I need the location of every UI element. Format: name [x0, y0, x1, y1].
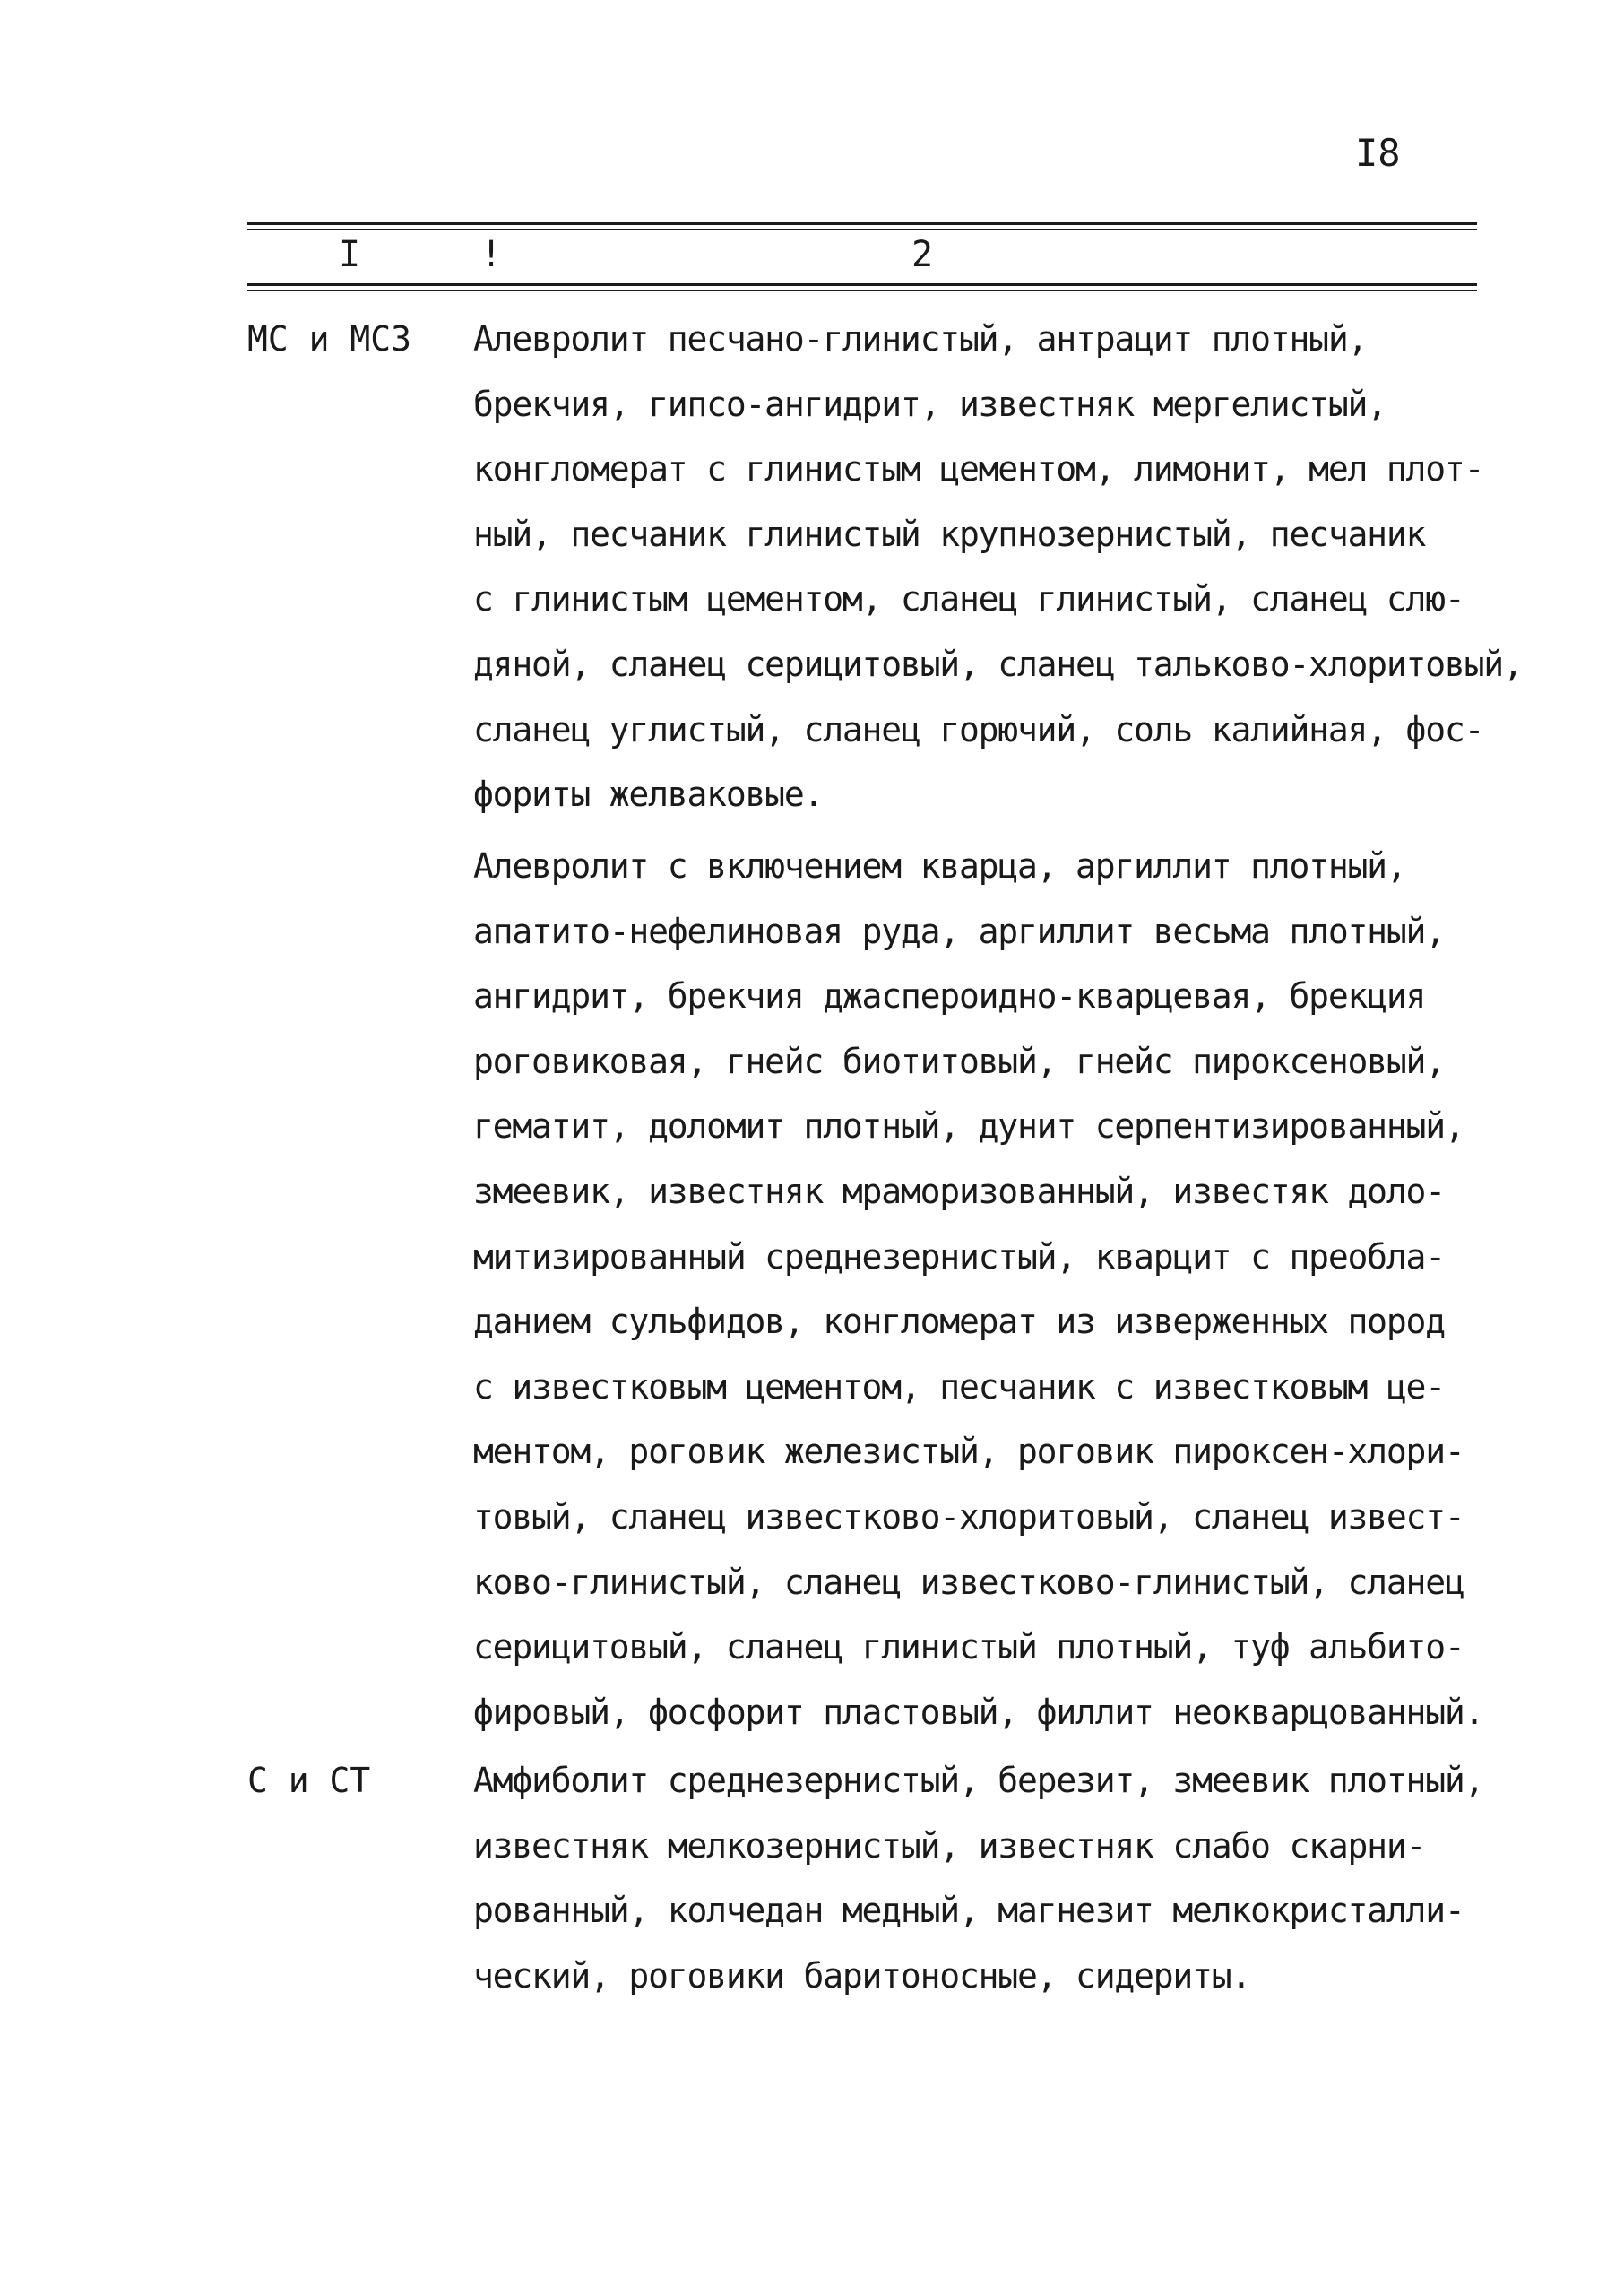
- text-line: товый, сланец известково-хлоритовый, сланец извест-: [473, 1496, 1464, 1537]
- text-line: Алевролит песчано-глинистый, антрацит плотный,: [473, 319, 1368, 359]
- text-line: брекчия, гипсо-ангидрит, известняк мергелистый,: [473, 384, 1386, 424]
- text-line: известняк мелкозернистый, известняк слабо скарни-: [473, 1825, 1426, 1866]
- text-line: ково-глинистый, сланец известково-глинистый, сланец: [473, 1562, 1464, 1602]
- text-line: дяной, сланец серицитовый, сланец тальково-хлоритовый,: [473, 644, 1523, 684]
- text-line: фировый, фосфорит пластовый, филлит неокварцованный.: [473, 1692, 1484, 1732]
- text-line: ментом, роговик железистый, роговик пироксен-хлори-: [473, 1432, 1464, 1472]
- column-separator: !: [480, 234, 503, 275]
- text-line: ный, песчаник глинистый крупнозернистый, песчаник: [473, 514, 1426, 554]
- text-line: Алевролит с включением кварца, аргиллит плотный,: [473, 846, 1406, 886]
- table-header-rule: [247, 283, 1477, 286]
- row-text-ms: [473, 307, 1523, 827]
- text-line: с глинистым цементом, сланец глинистый, сланец слю-: [473, 579, 1464, 619]
- page-number: I8: [1355, 131, 1401, 175]
- text-line: серицитовый, сланец глинистый плотный, туф альбито-: [473, 1627, 1464, 1667]
- text-line: роговиковая, гнейс биотитовый, гнейс пироксеновый,: [473, 1041, 1445, 1081]
- table-header-rule-inner: [247, 290, 1477, 291]
- text-line: гематит, доломит плотный, дунит серпентизированный,: [473, 1106, 1464, 1147]
- text-line: ческий, роговики баритоносные, сидериты.: [473, 1955, 1251, 1996]
- table-top-rule: [247, 222, 1477, 225]
- text-line: данием сульфидов, конгломерат из изверженных пород: [473, 1302, 1445, 1342]
- text-line: змеевик, известняк мраморизованный, известяк доло-: [473, 1171, 1445, 1211]
- text-line: апатито-нефелиновая руда, аргиллит весьма плотный,: [473, 911, 1445, 951]
- text-line: фориты желваковые.: [473, 775, 824, 815]
- text-line: сланец углистый, сланец горючий, соль калийная, фос-: [473, 709, 1484, 749]
- text-line: конгломерат с глинистым цементом, лимонит, мел плот-: [473, 449, 1484, 489]
- row-label-ms: МС и МСЗ: [247, 319, 412, 359]
- column-header-1: I: [339, 234, 361, 275]
- text-line: Амфиболит среднезернистый, березит, змеевик плотный,: [473, 1761, 1484, 1800]
- row-text-unlabeled: [473, 834, 1486, 1745]
- row-text-s: [473, 1748, 1486, 2008]
- text-line: ангидрит, брекчия джаспероидно-кварцевая, брекция: [473, 976, 1426, 1017]
- text-line: с известковым цементом, песчаник с известковым це-: [473, 1366, 1445, 1407]
- row-label-s: С и СТ: [247, 1761, 371, 1800]
- text-line: митизированный среднезернистый, кварцит с преобла-: [473, 1236, 1445, 1277]
- table-top-rule-inner: [247, 229, 1477, 230]
- column-header-2: 2: [911, 234, 934, 275]
- text-line: рованный, колчедан медный, магнезит мелкокристалли-: [473, 1891, 1464, 1931]
